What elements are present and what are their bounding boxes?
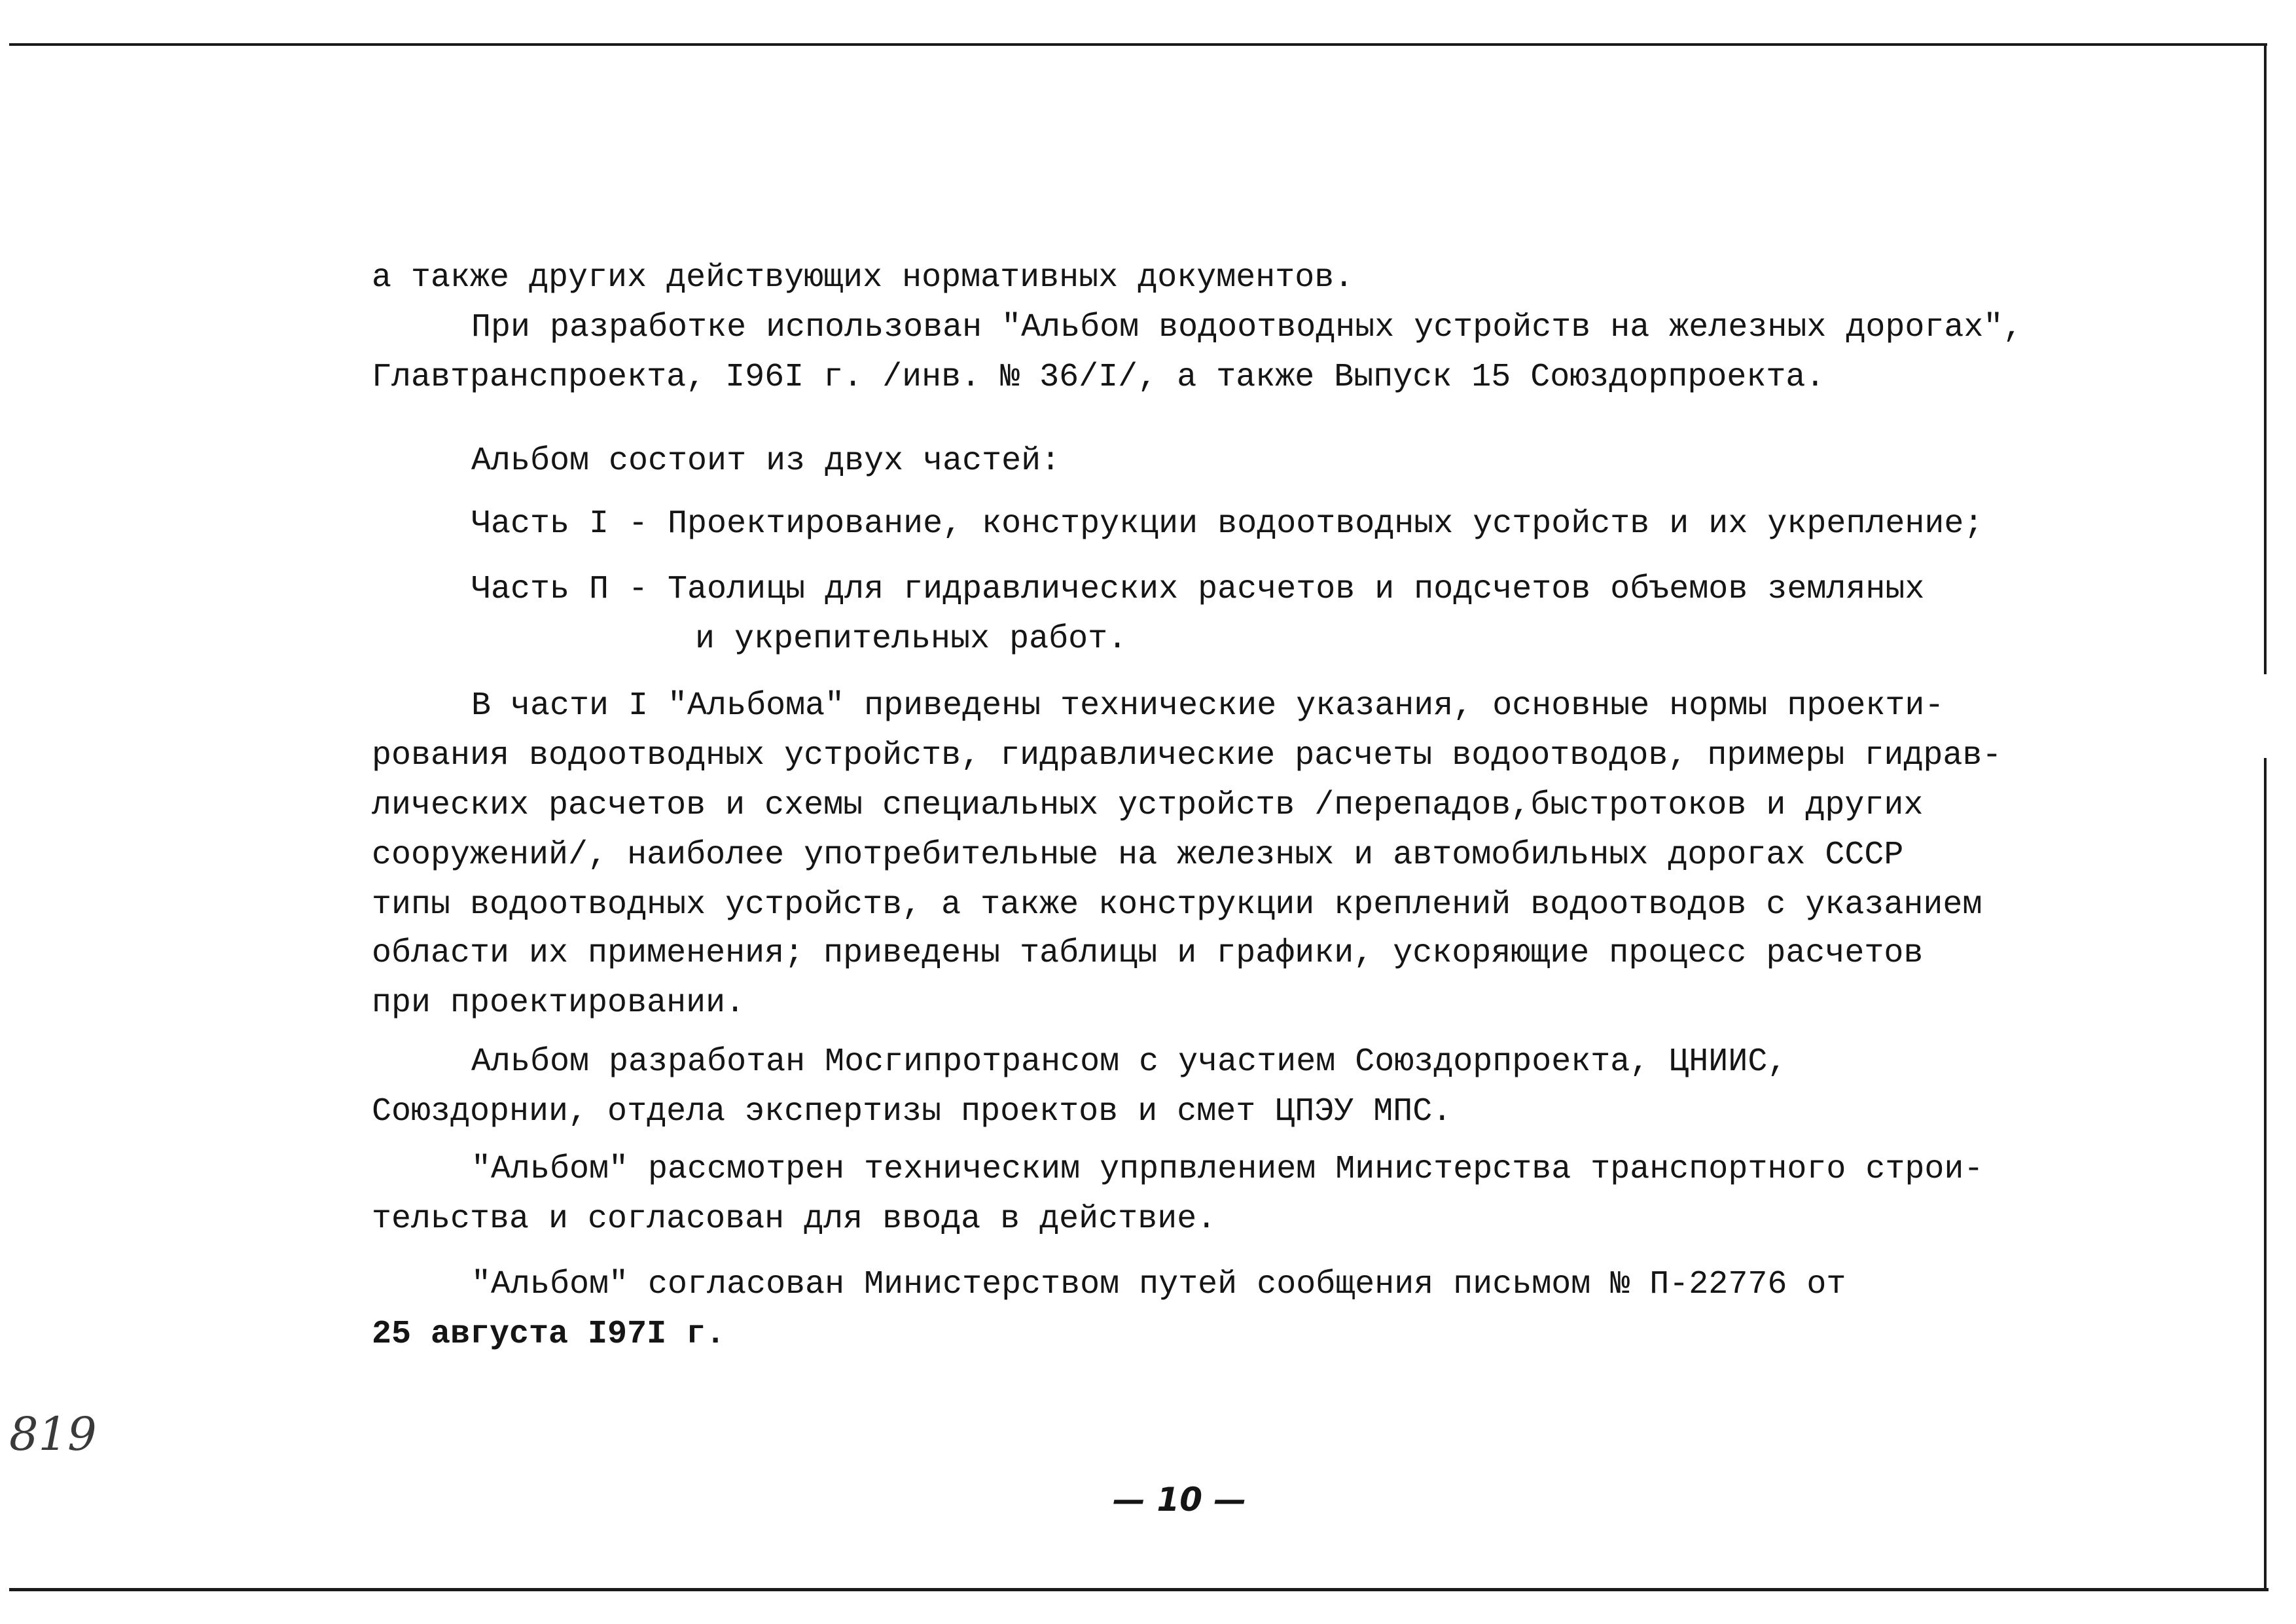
- text-line-14: при проектировании.: [372, 984, 745, 1022]
- text-line-18: тельства и согласован для ввода в действие.: [372, 1200, 1217, 1238]
- frame-top-line: [9, 43, 2267, 46]
- text-line-7: и укрепительных работ.: [695, 621, 1128, 658]
- text-line-5: Часть I - Проектирование, конструкции водоотводных устройств и их укрепление;: [471, 505, 1984, 543]
- text-line-4: Альбом состоит из двух частей:: [471, 442, 1061, 480]
- frame-right-line-lower: [2264, 758, 2267, 1591]
- text-line-8: В части I "Альбома" приведены технические указания, основные нормы проекти-: [471, 687, 1945, 725]
- text-line-20: 25 августа I97I г.: [372, 1316, 726, 1353]
- text-line-10: лических расчетов и схемы специальных устройств /перепадов,быстротоков и других: [372, 787, 1924, 824]
- text-line-16: Союздорнии, отдела экспертизы проектов и смет ЦПЭУ МПС.: [372, 1093, 1452, 1130]
- text-line-2: При разработке использован "Альбом водоотводных устройств на железных дорогах",: [471, 309, 2023, 346]
- text-line-15: Альбом разработан Мосгипротрансом с участием Союздорпроекта, ЦНИИС,: [471, 1043, 1787, 1081]
- frame-bottom-line: [9, 1588, 2269, 1591]
- text-line-12: типы водоотводных устройств, а также конструкции креплений водоотводов с указанием: [372, 886, 1982, 924]
- text-line-6: Часть П - Таолицы для гидравлических расчетов и подсчетов объемов земляных: [471, 571, 1925, 608]
- page-number: — 10 —: [1113, 1481, 1247, 1519]
- text-line-3: Главтранспроекта, I96I г. /инв. № 36/I/, а также Выпуск 15 Союздорпроекта.: [372, 359, 1825, 396]
- frame-right-line-upper: [2264, 43, 2267, 674]
- text-line-1: а также других действующих нормативных документов.: [372, 259, 1354, 297]
- text-line-19: "Альбом" согласован Министерством путей сообщения письмом № П-22776 от: [471, 1266, 1846, 1303]
- text-line-13: области их применения; приведены таблицы и графики, ускоряющие процесс расчетов: [372, 935, 1924, 972]
- text-line-9: рования водоотводных устройств, гидравлические расчеты водоотводов, примеры гидрав-: [372, 737, 2002, 774]
- margin-number: 819: [9, 1407, 97, 1461]
- text-line-17: "Альбом" рассмотрен техническим упрпвлением Министерства транспортного строи-: [471, 1151, 1984, 1188]
- text-line-11: сооружений/, наиболее употребительные на железных и автомобильных дорогах СССР: [372, 837, 1904, 874]
